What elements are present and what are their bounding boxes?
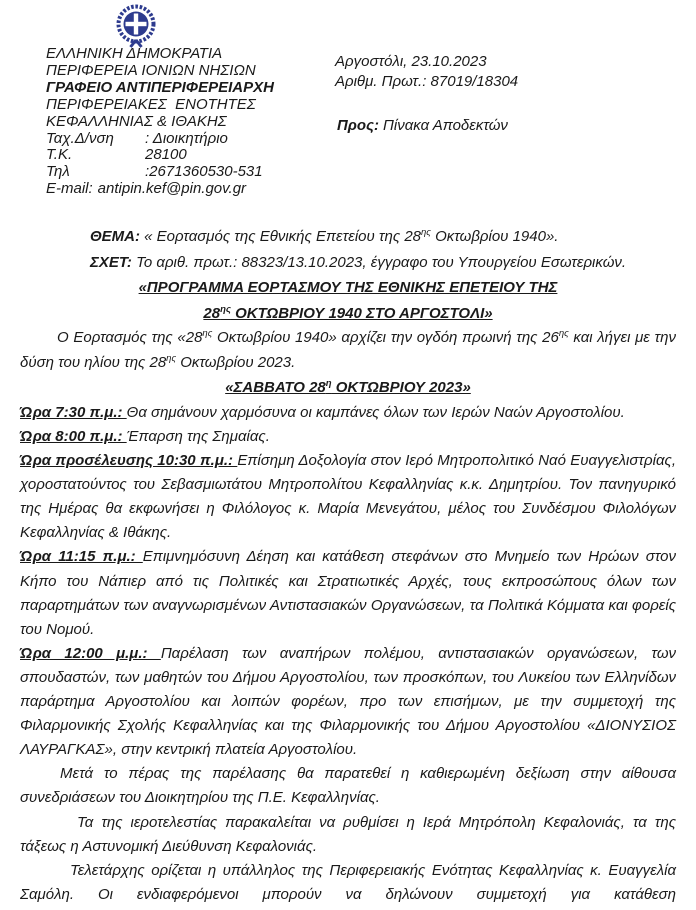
paragraph-intro: [20, 326, 676, 375]
text-segment: Τα της ιεροτελεστίας παρακαλείται να ρυθμίσει η Ιερά Μητρόπολη Κεφαλονιάς, τα της τάξεως η Αστυνομική Διεύθυνση Κεφαλονιάς.: [20, 813, 676, 855]
text-segment: και λήγει με την δύση του ηλίου της 28: [20, 329, 677, 371]
paragraph-ora-1200: [20, 642, 676, 762]
sender-line-prefectures: ΚΕΦΑΛΛΗΝΙΑΣ & ΙΘΑΚΗΣ: [46, 112, 227, 130]
text-segment: ΘΕΜΑ:: [90, 228, 145, 245]
superscript: η: [325, 378, 332, 390]
paragraph-saturday-heading: [20, 375, 676, 401]
sender-line-office: ΓΡΑΦΕΙΟ ΑΝΤΙΠΕΡΙΦΕΡΕΙΑΡΧΗ: [46, 78, 274, 96]
superscript: ης: [202, 328, 213, 339]
superscript: ης: [166, 352, 177, 364]
text-segment: ΟΚΤΩΒΡΙΟΥ 2023»: [331, 379, 471, 397]
document-body: [20, 224, 676, 907]
superscript: ης: [558, 328, 569, 339]
recipient-label: Προς:: [337, 117, 379, 134]
postcode-value: 28100: [145, 146, 187, 164]
sender-line-units: ΠΕΡΙΦΕΡΕΙΑΚΕΣ ΕΝΟΤΗΤΕΣ: [46, 95, 256, 113]
paragraph-thema: [90, 224, 676, 250]
text-segment: Ώρα 12:00 μ.μ.:: [20, 644, 161, 662]
recipient-value: Πίνακα Αποδεκτών: [383, 117, 508, 134]
phone-value: :2671360530-531: [145, 163, 263, 181]
text-segment: Θα σημάνουν χαρμόσυνα οι καμπάνες όλων των Ιερών Ναών Αργοστολίου.: [126, 403, 625, 421]
recipient-line: [337, 117, 508, 134]
text-segment: Ώρα 8:00 π.μ.:: [20, 428, 127, 445]
superscript: ης: [220, 303, 231, 315]
postcode-label: Τ.Κ.: [46, 146, 73, 164]
text-segment: Μετά το πέρας της παρέλασης θα παρατεθεί η καθιερωμένη δεξίωση στην αίθουσα συνεδριάσεων του Διοικητηρίου της Π.Ε. Κεφαλληνίας.: [20, 765, 676, 807]
paragraph-heading-line2: [20, 301, 676, 327]
paragraph-heading-line1: [20, 275, 676, 301]
text-segment: Επίσημη Δοξολογία στον Ιερό Μητροπολιτικό Ναό Ευαγγελιστρίας, χοροστατούντος του Σεβασμιωτάτου Μητροπολίτου Κεφαλληνίας κ.κ. Δημητρίου. Τον πανηγυρικό της Ημέρας θα εκφωνήσει η Φιλόλογος κ. Μαρία Μενεγάτου, μέλος του Συνδέσμου Φιλολόγων Κεφαλληνίας & Ιθάκης.: [20, 452, 676, 542]
text-segment: Επιμνημόσυνη Δέηση και κατάθεση στεφάνων στο Μνημείο των Ηρώων στον Κήπο του Νάπιερ από τις Πολιτικές και Στρατιωτικές Αρχές, τους εκπροσώπους όλων των παραρτημάτων των αναγνωρισμένων Αντιστασιακών Οργανώσεων, τα Πολιτικά Κόμματα και φορείς του Νομού.: [20, 548, 676, 638]
text-segment: Ώρα 7:30 π.μ.:: [20, 403, 127, 421]
sender-block: [46, 46, 274, 198]
email-value: antipin.kef@pin.gov.gr: [97, 180, 247, 198]
paragraph-protocol-arrangements: [20, 811, 676, 859]
paragraph-ora-1030: [20, 449, 676, 545]
contact-row-email: [46, 181, 274, 198]
greek-national-emblem-icon: [112, 3, 160, 49]
paragraph-ora-1115: [20, 545, 676, 641]
contact-row-postcode: [46, 147, 274, 164]
paragraph-ora-0800: [20, 425, 676, 449]
paragraph-marshal: [20, 859, 676, 907]
text-segment: 28: [203, 304, 221, 322]
paragraph-ora-0730: [20, 401, 676, 425]
phone-label: Τηλ: [46, 163, 70, 181]
sender-line-region: ΠΕΡΙΦΕΡΕΙΑ ΙΟΝΙΩΝ ΝΗΣΙΩΝ: [46, 61, 256, 79]
text-segment: «ΠΡΟΓΡΑΜΜΑ ΕΟΡΤΑΣΜΟΥ ΤΗΣ ΕΘΝΙΚΗΣ ΕΠΕΤΕΙΟΥ ΤΗΣ: [138, 279, 558, 296]
text-segment: «ΣΑΒΒΑΤΟ 28: [225, 379, 326, 397]
paragraph-after-parade: [20, 762, 676, 810]
text-segment: Ώρα προσέλευσης 10:30 π.μ.:: [20, 452, 238, 470]
text-segment: ΣΧΕΤ:: [90, 253, 137, 271]
place-date: Αργοστόλι, 23.10.2023: [335, 53, 487, 70]
sender-line-country: ΕΛΛΗΝΙΚΗ ΔΗΜΟΚΡΑΤΙΑ: [46, 45, 223, 62]
text-segment: Παρέλαση των αναπήρων πολέμου, αντιστασιακών οργανώσεων, των σπουδαστών, των μαθητών του Δήμου Αργοστολίου, των προσκόπων, του Λυκείου των Ελληνίδων παράρτημα Αργοστολίου και λοιπών φορέων, προ των επισήμων, με την συμμετοχή της Φιλαρμονικής Σχολής Κεφαλληνίας και της Φιλαρμονικής του Δήμου Αργοστολίου «ΔΙΟΝΥΣΙΟΣ ΛΑΥΡΑΓΚΑΣ», στην κεντρική πλατεία Αργοστολίου.: [20, 644, 676, 759]
text-segment: Ώρα 11:15 π.μ.:: [20, 548, 143, 566]
text-segment: ΟΚΤΩΒΡΙΟΥ 1940 ΣΤΟ ΑΡΓΟΣΤΟΛΙ»: [230, 304, 493, 322]
email-label: E-mail:: [46, 180, 93, 198]
meta-block: [335, 52, 518, 91]
contact-row-address: [46, 131, 274, 148]
text-segment: Οκτωβρίου 1940».: [430, 228, 559, 245]
address-value: : Διοικητήριο: [145, 129, 228, 147]
text-segment: « Εορτασμός της Εθνικής Επετείου της 28: [144, 228, 421, 245]
protocol-number: Αριθμ. Πρωτ.: 87019/18304: [335, 72, 519, 90]
text-segment: Οκτωβρίου 2023.: [176, 353, 296, 371]
text-segment: Τελετάρχης ορίζεται η υπάλληλος της Περιφερειακής Ενότητας Κεφαλληνίας κ. Ευαγγελία Σαμόλη. Οι ενδιαφερόμενοι μπορούν να δηλώνουν συμμετοχή για κατάθεση: [20, 861, 676, 903]
address-label: Ταχ.Δ/νση: [46, 129, 114, 147]
text-segment: Έπαρση της Σημαίας.: [126, 428, 270, 445]
contact-row-phone: [46, 164, 274, 181]
text-segment: Ο Εορτασμός της «28: [57, 329, 203, 346]
text-segment: Το αριθ. πρωτ.: 88323/13.10.2023, έγγραφο του Υπουργείου Εσωτερικών.: [136, 253, 627, 271]
paragraph-sxet: [90, 250, 676, 276]
superscript: ης: [421, 227, 431, 238]
text-segment: Οκτωβρίου 1940» αρχίζει την ογδόη πρωινή της 26: [212, 329, 559, 346]
